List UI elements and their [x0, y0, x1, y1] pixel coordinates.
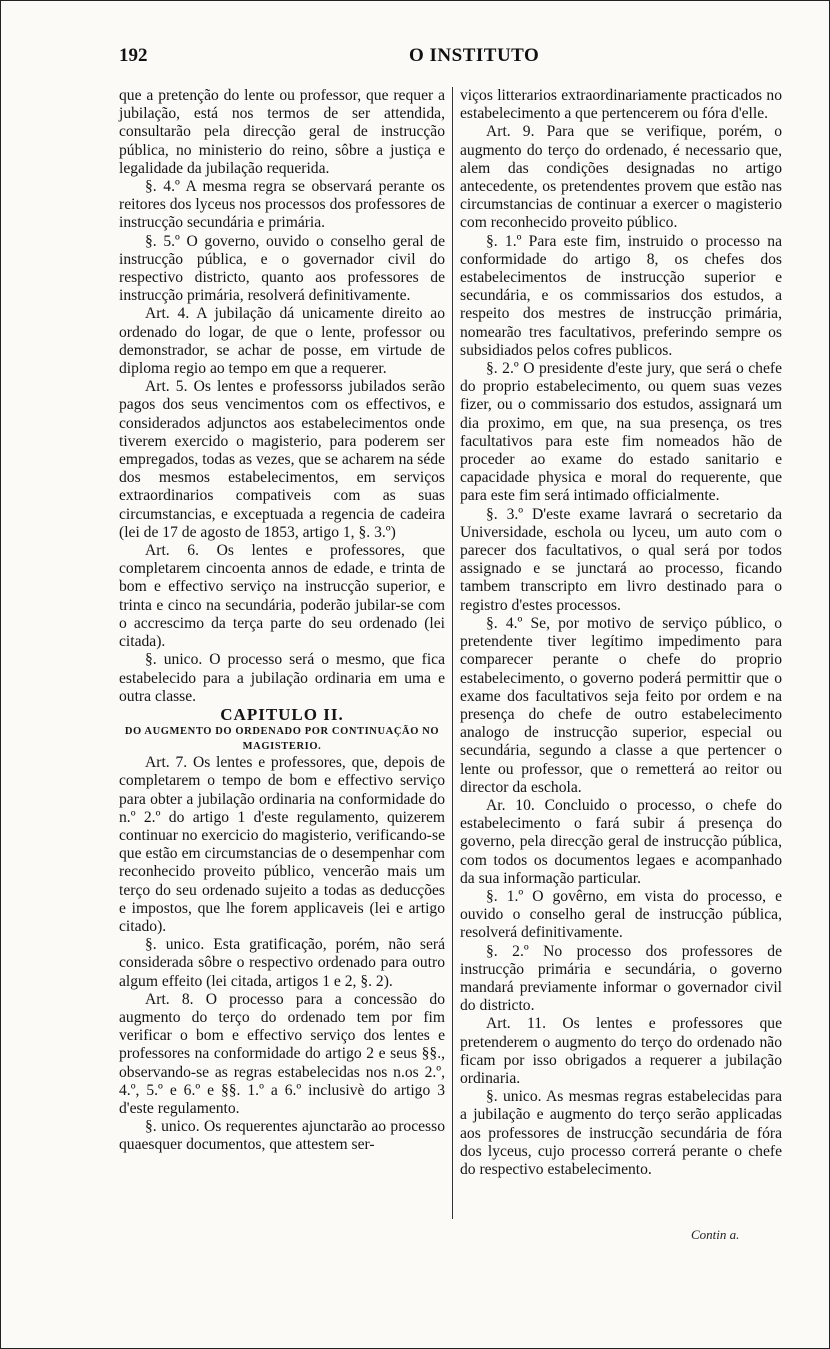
left-text-column: [119, 87, 445, 1155]
paragraph: Art. 5. Os lentes e professorss jubilados serão pagos dos seus vencimentos com os effectivos, e considerados adjunctos aos estabelecimentos onde tiverem exercido o magisterio, para poderem ser empregados, todas as vezes, que se acharem na séde dos mesmos estabelecimentos, em serviços extraordinarios compativeis com as suas circumstancias, e exceptuada a regencia de cadeira (lei de 17 de agosto de 1853, artigo 1, §. 3.º): [119, 378, 445, 541]
paragraph: Art. 6. Os lentes e professores, que completarem cincoenta annos de edade, e trinta de bom e effectivo serviço na instrucção superior, e trinta e cinco na secundária, poderão jubilar-se com o accrescimo da terça parte do seu ordenado (lei citada).: [119, 542, 445, 651]
paragraph: §. 2.º O presidente d'este jury, que será o chefe do proprio estabelecimento, ou quem suas vezes fizer, ou o commissario dos estudos, assignará um dia proximo, em que, na sua presença, os tres facultativos para este fim nomeados hão de proceder ao exame do estado sanitario e capacidade physica e moral do requerente, que para este fim será intimado officialmente.: [460, 360, 782, 505]
column-divider: [452, 87, 453, 1219]
paragraph: §. unico. Esta gratificação, porém, não será considerada sôbre o respectivo ordenado para outro algum effeito (lei citada, artigos 1 e 2, §. 2).: [119, 936, 445, 990]
paragraph: §. 4.º A mesma regra se observará perante os reitores dos lyceus nos processos dos professores de instrucção secundária e primária.: [119, 178, 445, 232]
paragraph: Art. 4. A jubilação dá unicamente direito ao ordenado do logar, de que o lente, professor ou demonstrador, se achar de posse, em virtude de diploma regio ao tempo em que a requerer.: [119, 305, 445, 378]
paragraph: §. 1.º Para este fim, instruido o processo na conformidade do artigo 8, os chefes dos estabelecimentos de instrucção superior e secundária, e os commissarios dos estudos, a respeito dos mestres de instrucção primária, nomearão tres facultativos, preferindo sempre os subsidiados pelos cofres publicos.: [460, 232, 782, 359]
paragraph: §. 1.º O govêrno, em vista do processo, e ouvido o conselho geral de instrucção pública, resolverá definitivamente.: [460, 887, 782, 942]
paragraph: §. 4.º Se, por motivo de serviço público, o pretendente tiver legítimo impedimento para comparecer perante o chefe do proprio estabelecimento, o governo poderá permittir que o exame dos facultativos seja feito por ordem e na presença do chefe de outro estabelecimento analogo de instrucção superior, especial ou secundária, segundo a classe a que pertencer o lente ou professor, que o remetterá ao reitor ou director da eschola.: [460, 614, 782, 796]
paragraph: viços litterarios extraordinariamente practicados no estabelecimento a que pertencerem ou fóra d'elle.: [460, 87, 782, 123]
paragraph: §. unico. Os requerentes ajunctarão ao processo quaesquer documentos, que attestem ser-: [119, 1118, 445, 1154]
paragraph: Art. 8. O processo para a concessão do augmento do terço do ordenado tem por fim verificar o bom e effectivo serviço dos lentes e professores na conformidade do artigo 2 e seus §§., observando-se as regras estabelecidas nos n.os 2.º, 4.º, 5.º e 6.º e §§. 1.º a 6.º inclusivè do artigo 3 d'este regulamento.: [119, 990, 445, 1117]
paragraph: que a pretenção do lente ou professor, que requer a jubilação, está nos termos de ser attendida, consultarão pela direcção geral de instrucção pública, no ministerio do reino, sôbre a justiça e legalidade da jubilação requerida.: [119, 87, 445, 177]
paragraph: §. 3.º D'este exame lavrará o secretario da Universidade, eschola ou lyceu, um auto com o parecer dos facultativos, o qual será por todos assignado e se junctará ao processo, ficando tambem transcripto em livro destinado para o registro d'estes processos.: [460, 505, 782, 614]
paragraph: Art. 9. Para que se verifique, porém, o augmento do terço do ordenado, é necessario que, alem das condições designadas no artigo antecedente, os pretendentes provem que estão nas circumstancias de continuar a exercer o magisterio com reconhecido proveito público.: [460, 123, 782, 232]
running-title: O INSTITUTO: [409, 45, 540, 66]
paragraph: Art. 7. Os lentes e professores, que, depois de completarem o tempo de bom e effectivo serviço para obter a jubilação ordinaria na conformidade do n.º 2.º do artigo 1 d'este regulamento, quizerem continuar no exercicio do magisterio, verificando-se que estão em circumstancias de o desempenhar com reconhecido proveito público, vencerão mais um terço do seu ordenado sujeito a todas as deducções e impostos, que lhe forem applicaveis (lei e artigo citado).: [119, 754, 445, 935]
page-number: 192: [119, 45, 148, 66]
page-header: [119, 45, 769, 71]
paragraph: §. unico. O processo será o mesmo, que fica estabelecido para a jubilação ordinaria em uma e outra classe.: [119, 651, 445, 705]
paragraph: Ar. 10. Concluido o processo, o chefe do estabelecimento o fará subir á presença do governo, pela direcção geral de instrucção pública, com todos os documentos legaes e acompanhado da sua informação particular.: [460, 796, 782, 887]
right-text-column: [460, 87, 782, 1179]
chapter-subheading: DO AUGMENTO DO ORDENADO POR CONTINUAÇÃO NO MAGISTERIO.: [124, 726, 440, 753]
paragraph: §. 5.º O governo, ouvido o conselho geral de instrucção pública, e o governador civil do respectivo districto, quanto aos professores de instrucção primária, resolverá definitivamente.: [119, 232, 445, 305]
paragraph: §. unico. As mesmas regras estabelecidas para a jubilação e augmento do terço serão applicadas aos professores de instrucção secundária de fóra dos lyceus, cujo processo correrá perante o chefe do respectivo estabelecimento.: [460, 1088, 782, 1178]
paragraph: Art. 11. Os lentes e professores que pretenderem o augmento do terço do ordenado não ficam por isso obrigados a requerer a jubilação ordinaria.: [460, 1015, 782, 1087]
continuation-note: Contin a.: [691, 1227, 740, 1242]
chapter-heading: CAPITULO II.: [220, 704, 344, 724]
paragraph: §. 2.º No processo dos professores de instrucção primária e secundária, o governo mandará previamente informar o governador civil do districto.: [460, 942, 782, 1015]
